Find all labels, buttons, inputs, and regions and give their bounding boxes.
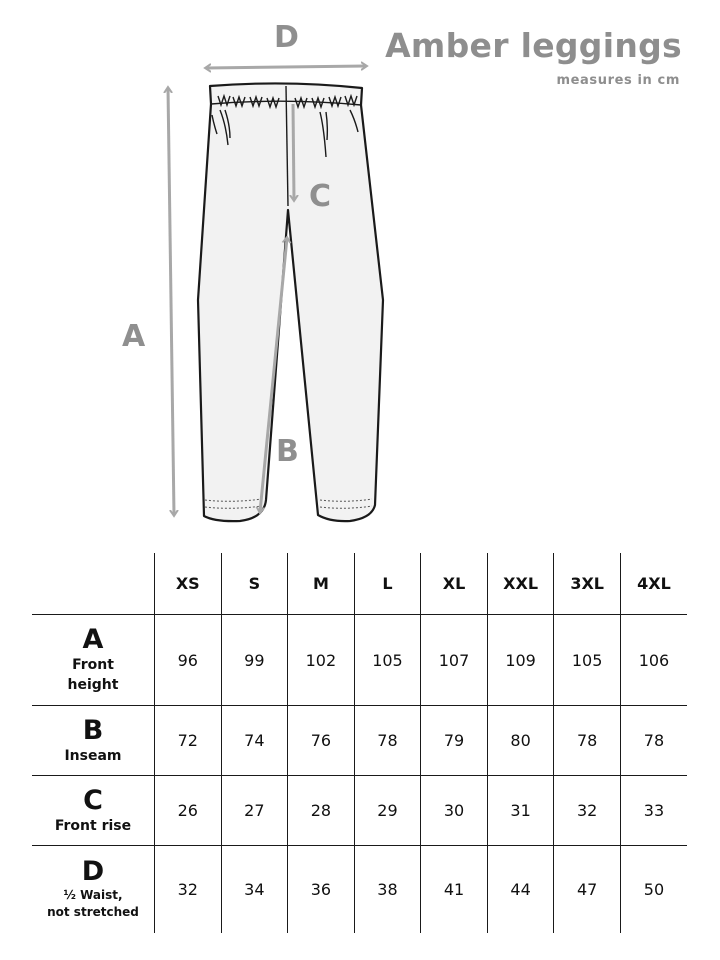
size-header: XS bbox=[155, 553, 222, 615]
table-cell: 31 bbox=[487, 776, 554, 846]
size-header: S bbox=[221, 553, 288, 615]
size-header: XXL bbox=[487, 553, 554, 615]
corner-cell bbox=[32, 553, 155, 615]
table-row bbox=[32, 615, 687, 706]
units-note: measures in cm bbox=[556, 73, 680, 88]
table-cell: 78 bbox=[354, 706, 421, 776]
table-cell: 99 bbox=[221, 615, 288, 706]
row-label bbox=[32, 615, 155, 706]
row-letter: A bbox=[82, 624, 104, 655]
table-cell: 109 bbox=[487, 615, 554, 706]
table-cell: 105 bbox=[354, 615, 421, 706]
row-letter: B bbox=[82, 714, 104, 746]
table-cell: 38 bbox=[354, 846, 421, 933]
row-letter: D bbox=[81, 856, 105, 888]
table-cell: 102 bbox=[288, 615, 355, 706]
table-cell: 96 bbox=[155, 615, 222, 706]
table-cell: 29 bbox=[354, 776, 421, 846]
row-label bbox=[32, 706, 155, 776]
row-label bbox=[32, 776, 155, 846]
label-d: D bbox=[274, 20, 299, 55]
table-cell: 32 bbox=[155, 846, 222, 933]
size-chart-table bbox=[32, 553, 687, 933]
table-cell: 47 bbox=[554, 846, 621, 933]
label-c: C bbox=[309, 179, 332, 214]
table-cell: 105 bbox=[554, 615, 621, 706]
table-cell: 44 bbox=[487, 846, 554, 933]
row-label bbox=[32, 846, 155, 933]
row-name: ½ Waist, bbox=[63, 888, 123, 903]
row-name: Inseam bbox=[64, 747, 122, 764]
table-cell: 107 bbox=[421, 615, 488, 706]
table-cell: 106 bbox=[620, 615, 687, 706]
label-b: B bbox=[276, 434, 299, 469]
table-cell: 41 bbox=[421, 846, 488, 933]
size-header: 3XL bbox=[554, 553, 621, 615]
size-header: L bbox=[354, 553, 421, 615]
label-a: A bbox=[122, 319, 146, 354]
table-cell: 30 bbox=[421, 776, 488, 846]
table-cell: 74 bbox=[221, 706, 288, 776]
table-row bbox=[32, 776, 687, 846]
table-cell: 27 bbox=[221, 776, 288, 846]
table-cell: 36 bbox=[288, 846, 355, 933]
row-name: Front rise bbox=[54, 817, 132, 834]
row-name: Front bbox=[72, 657, 114, 673]
table-cell: 50 bbox=[620, 846, 687, 933]
row-name: height bbox=[67, 677, 119, 693]
table-cell: 78 bbox=[620, 706, 687, 776]
table-cell: 80 bbox=[487, 706, 554, 776]
size-header: XL bbox=[421, 553, 488, 615]
table-cell: 72 bbox=[155, 706, 222, 776]
table-cell: 26 bbox=[155, 776, 222, 846]
arrow-d bbox=[206, 66, 366, 68]
arrow-c bbox=[293, 104, 294, 200]
row-letter: C bbox=[83, 784, 103, 816]
table-cell: 34 bbox=[221, 846, 288, 933]
table-cell: 76 bbox=[288, 706, 355, 776]
page-title: Amber leggings bbox=[385, 26, 682, 65]
size-header: M bbox=[288, 553, 355, 615]
table-cell: 33 bbox=[620, 776, 687, 846]
table-cell: 78 bbox=[554, 706, 621, 776]
arrow-a bbox=[168, 88, 174, 515]
table-cell: 32 bbox=[554, 776, 621, 846]
size-header: 4XL bbox=[620, 553, 687, 615]
row-name: not stretched bbox=[47, 905, 139, 920]
table-cell: 79 bbox=[421, 706, 488, 776]
table-row bbox=[32, 846, 687, 933]
table-cell: 28 bbox=[288, 776, 355, 846]
size-header-row bbox=[32, 553, 687, 615]
table-row bbox=[32, 706, 687, 776]
